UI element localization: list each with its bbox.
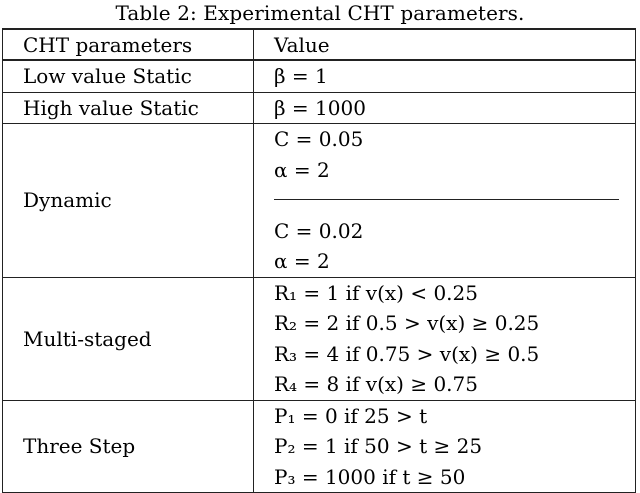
value-line: R₄ = 8 if v(x) ≥ 0.75: [274, 372, 478, 396]
row-name-three-step: Three Step: [3, 400, 254, 493]
row-value-dynamic: [254, 124, 636, 278]
table-row-multi-staged: [3, 277, 636, 400]
row-value-high-static: [254, 92, 636, 124]
table-caption: Table 2: Experimental CHT parameters.: [115, 1, 525, 25]
row-value-three-step: [254, 400, 636, 493]
table-header-row: [3, 29, 636, 60]
value-line: C = 0.05: [274, 127, 364, 151]
value-line: R₁ = 1 if v(x) < 0.25: [274, 280, 478, 305]
row-value-low-static: [254, 60, 636, 92]
value-line: P₂ = 1 if 50 > t ≥ 25: [274, 434, 483, 458]
row-name-high-static: High value Static: [3, 92, 254, 124]
row-name-low-static: Low value Static: [3, 60, 254, 92]
table-row-high-static: [3, 92, 636, 124]
value-line: P₃ = 1000 if t ≥ 50: [274, 464, 466, 489]
parameters-table: [2, 28, 636, 493]
row-name-dynamic: Dynamic: [3, 124, 254, 278]
value-line: α = 2: [274, 157, 330, 182]
value-line: β = 1: [274, 64, 328, 88]
value-line: C = 0.02: [274, 218, 364, 243]
header-value: Value: [254, 29, 636, 60]
value-line: β = 1000: [274, 95, 366, 120]
value-line: R₃ = 4 if 0.75 > v(x) ≥ 0.5: [274, 341, 540, 366]
value-line: α = 2: [274, 249, 330, 273]
header-cht-parameters: CHT parameters: [3, 29, 254, 60]
value-line: R₂ = 2 if 0.5 > v(x) ≥ 0.25: [274, 311, 540, 335]
table-row-low-static: [3, 60, 636, 92]
value-line: P₁ = 0 if 25 > t: [274, 403, 428, 428]
table-row-three-step: [3, 400, 636, 493]
row-name-multi-staged: Multi-staged: [3, 277, 254, 400]
value-separator: [274, 185, 635, 216]
table-row-dynamic: [3, 124, 636, 278]
row-value-multi-staged: [254, 277, 636, 400]
